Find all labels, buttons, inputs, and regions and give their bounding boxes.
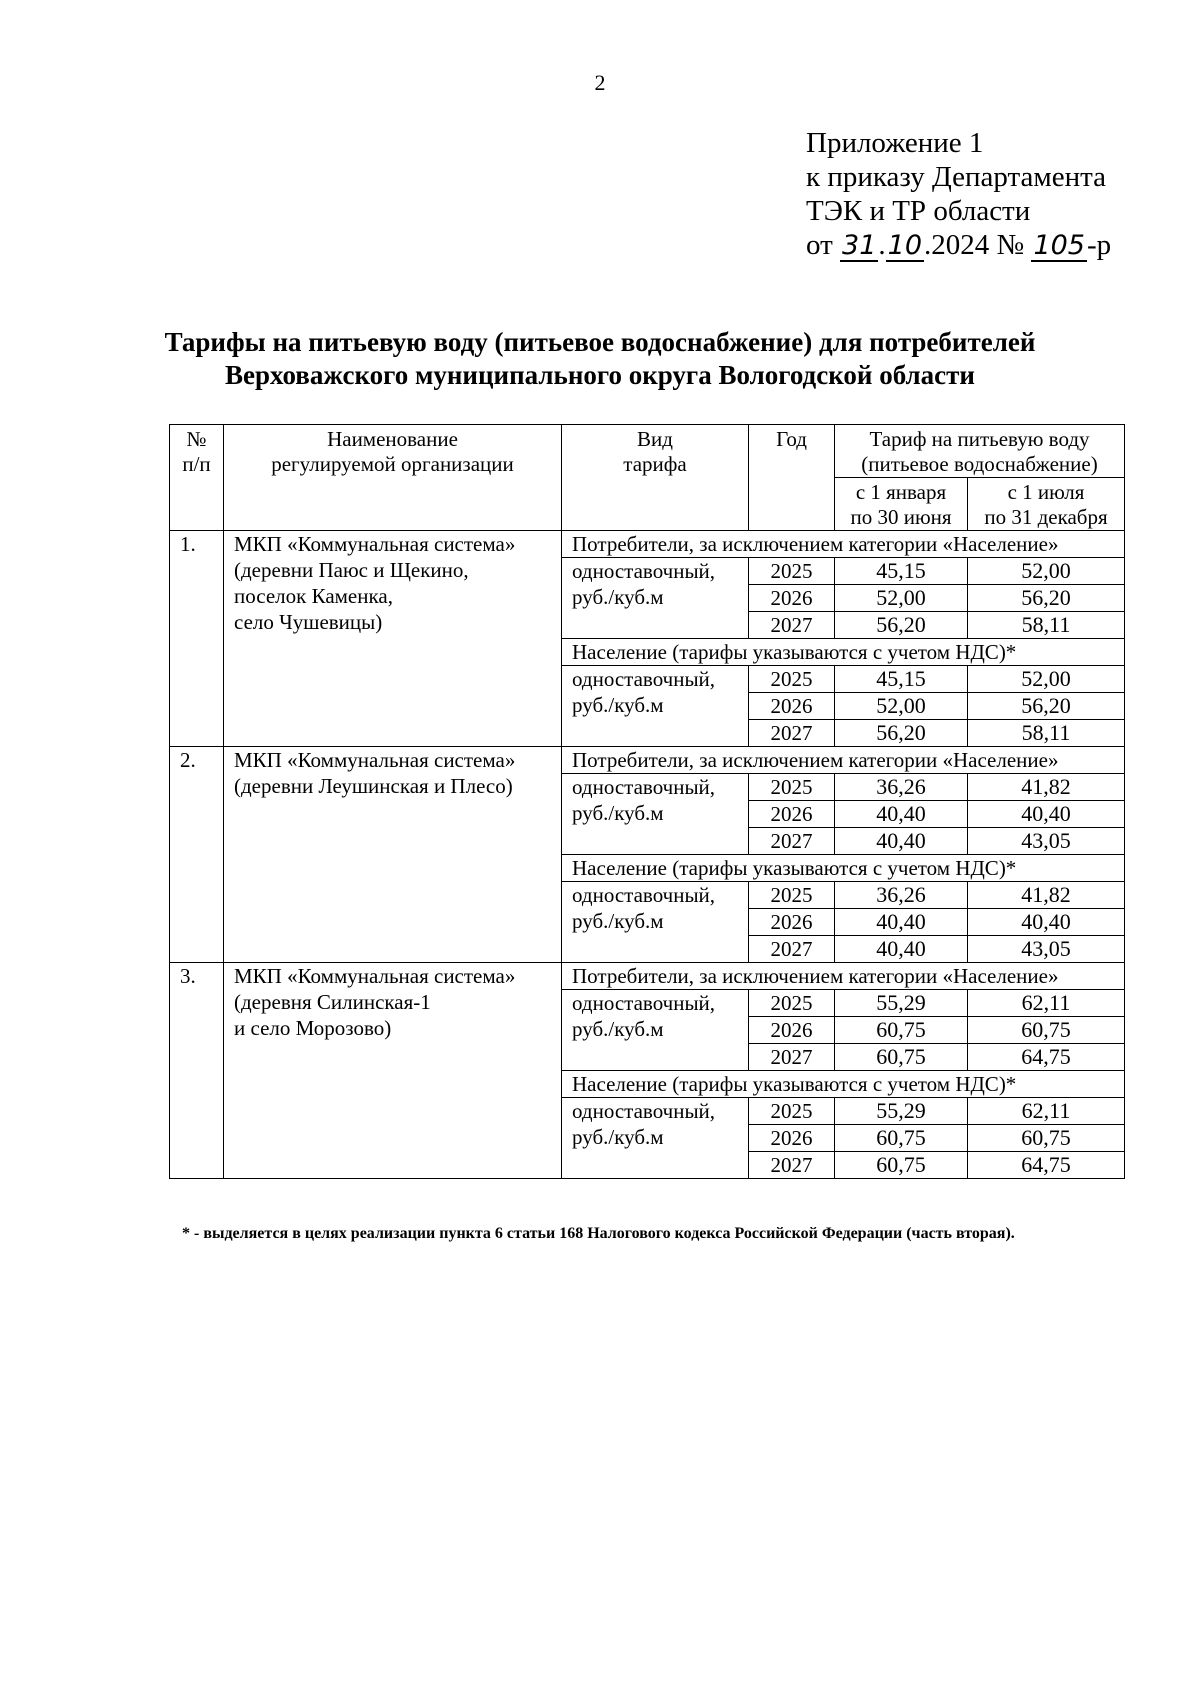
document-title	[0, 326, 1200, 392]
organization-name-line: и село Морозово)	[234, 1016, 392, 1040]
category-population: Население (тарифы указываются с учетом НДС)*	[562, 1071, 1125, 1098]
organization-name-line: (деревни Паюс и Щекино,	[234, 558, 469, 582]
tariff-first-half: 45,15	[835, 558, 968, 585]
category-population: Население (тарифы указываются с учетом НДС)*	[562, 639, 1125, 666]
appendix-line-3: ТЭК и ТР области	[806, 195, 1031, 227]
tariff-second-half: 60,75	[968, 1125, 1125, 1152]
organization-name	[224, 531, 562, 747]
year-cell: 2026	[749, 1017, 835, 1044]
header-organization: Наименование регулируемой организации	[224, 425, 562, 531]
tariff-second-half: 43,05	[968, 828, 1125, 855]
year-cell: 2025	[749, 774, 835, 801]
year-cell: 2026	[749, 801, 835, 828]
category-consumers: Потребители, за исключением категории «Население»	[562, 531, 1125, 558]
tariffs-table	[169, 424, 1125, 1179]
footnote: * - выделяется в целях реализации пункта 6 статьи 168 Налогового кодекса Российской Федерации (часть вторая).	[182, 1225, 1015, 1242]
tariff-kind-line: одноставочный,	[572, 559, 716, 583]
tariff-first-half: 60,75	[835, 1044, 968, 1071]
tariff-second-half: 64,75	[968, 1044, 1125, 1071]
tariff-first-half: 36,26	[835, 774, 968, 801]
year-cell: 2025	[749, 1098, 835, 1125]
tariff-second-half: 41,82	[968, 882, 1125, 909]
organization-name	[224, 963, 562, 1179]
date-prefix: от	[806, 229, 833, 261]
header-tariff: Тариф на питьевую воду (питьевое водоснабжение)	[835, 425, 1125, 478]
tariff-second-half: 52,00	[968, 666, 1125, 693]
appendix-date-line: от 31.10.2024 № 105-р	[806, 229, 1112, 261]
year-cell: 2027	[749, 828, 835, 855]
appendix-block	[806, 126, 1111, 262]
year-cell: 2025	[749, 882, 835, 909]
year-cell: 2027	[749, 1044, 835, 1071]
year-cell: 2025	[749, 666, 835, 693]
year-cell: 2027	[749, 936, 835, 963]
category-consumers: Потребители, за исключением категории «Население»	[562, 747, 1125, 774]
handwritten-month: 10	[887, 230, 923, 261]
tariff-kind	[562, 774, 749, 855]
tariff-second-half: 60,75	[968, 1017, 1125, 1044]
category-row	[170, 531, 1125, 558]
tariff-first-half: 56,20	[835, 720, 968, 747]
tariff-kind-line: одноставочный,	[572, 1099, 716, 1123]
handwritten-order-number: 105	[1033, 230, 1085, 261]
tariff-second-half: 40,40	[968, 801, 1125, 828]
tariff-first-half: 40,40	[835, 801, 968, 828]
tariff-kind	[562, 666, 749, 747]
organization-name-line: МКП «Коммунальная система»	[234, 748, 516, 772]
year-cell: 2025	[749, 990, 835, 1017]
tariff-kind-line: одноставочный,	[572, 991, 716, 1015]
organization-name	[224, 747, 562, 963]
tariff-kind	[562, 1098, 749, 1179]
tariff-kind	[562, 990, 749, 1071]
row-number: 3.	[170, 963, 224, 1179]
tariff-kind-unit: руб./куб.м	[572, 585, 664, 609]
header-second-half: с 1 июля по 31 декабря	[968, 478, 1125, 531]
year-cell: 2026	[749, 909, 835, 936]
tariff-second-half: 56,20	[968, 585, 1125, 612]
category-consumers: Потребители, за исключением категории «Население»	[562, 963, 1125, 990]
organization-name-line: МКП «Коммунальная система»	[234, 532, 516, 556]
appendix-line-1: Приложение 1	[806, 127, 984, 159]
organization-name-line: поселок Каменка,	[234, 584, 393, 608]
category-row	[170, 963, 1125, 990]
header-tariff-kind: Вид тарифа	[562, 425, 749, 531]
year-cell: 2027	[749, 612, 835, 639]
organization-name-line: МКП «Коммунальная система»	[234, 964, 516, 988]
tariff-first-half: 60,75	[835, 1125, 968, 1152]
tariff-kind-unit: руб./куб.м	[572, 1017, 664, 1041]
tariff-first-half: 40,40	[835, 936, 968, 963]
tariff-kind-unit: руб./куб.м	[572, 801, 664, 825]
tariff-second-half: 64,75	[968, 1152, 1125, 1179]
category-row	[170, 747, 1125, 774]
year-cell: 2026	[749, 693, 835, 720]
header-year: Год	[749, 425, 835, 531]
header-row	[170, 425, 1125, 478]
organization-name-line: село Чушевицы)	[234, 610, 383, 634]
row-number: 2.	[170, 747, 224, 963]
tariff-second-half: 58,11	[968, 720, 1125, 747]
tariff-second-half: 62,11	[968, 1098, 1125, 1125]
tariff-kind	[562, 558, 749, 639]
tariff-first-half: 56,20	[835, 612, 968, 639]
tariff-second-half: 62,11	[968, 990, 1125, 1017]
page-number: 2	[594, 70, 606, 95]
year-cell: 2027	[749, 1152, 835, 1179]
tariff-first-half: 36,26	[835, 882, 968, 909]
tariff-second-half: 41,82	[968, 774, 1125, 801]
tariff-first-half: 55,29	[835, 990, 968, 1017]
tariff-kind-line: одноставочный,	[572, 775, 716, 799]
tariff-second-half: 56,20	[968, 693, 1125, 720]
year-cell: 2026	[749, 585, 835, 612]
organization-name-line: (деревни Леушинская и Плесо)	[234, 774, 513, 798]
tariff-first-half: 52,00	[835, 693, 968, 720]
tariff-first-half: 40,40	[835, 828, 968, 855]
order-suffix: -р	[1086, 229, 1112, 261]
tariff-kind-line: одноставочный,	[572, 667, 716, 691]
handwritten-day: 31	[842, 230, 877, 261]
appendix-line-2: к приказу Департамента	[806, 161, 1107, 193]
tariff-kind-line: одноставочный,	[572, 883, 716, 907]
title-line-2: Верховажского муниципального округа Вологодской области	[224, 360, 975, 390]
year-cell: 2026	[749, 1125, 835, 1152]
year-cell: 2025	[749, 558, 835, 585]
header-first-half: с 1 января по 30 июня	[835, 478, 968, 531]
tariff-kind	[562, 882, 749, 963]
header-no: № п/п	[170, 425, 224, 531]
tariff-second-half: 52,00	[968, 558, 1125, 585]
tariff-first-half: 55,29	[835, 1098, 968, 1125]
tariff-second-half: 43,05	[968, 936, 1125, 963]
tariff-first-half: 40,40	[835, 909, 968, 936]
tariff-second-half: 58,11	[968, 612, 1125, 639]
tariff-kind-unit: руб./куб.м	[572, 1125, 664, 1149]
title-line-1: Тарифы на питьевую воду (питьевое водоснабжение) для потребителей	[164, 327, 1036, 357]
tariff-kind-unit: руб./куб.м	[572, 693, 664, 717]
tariff-first-half: 52,00	[835, 585, 968, 612]
date-year: .2024 №	[924, 229, 1025, 261]
year-cell: 2027	[749, 720, 835, 747]
tariff-first-half: 60,75	[835, 1152, 968, 1179]
tariff-second-half: 40,40	[968, 909, 1125, 936]
tariff-first-half: 45,15	[835, 666, 968, 693]
tariff-kind-unit: руб./куб.м	[572, 909, 664, 933]
organization-name-line: (деревня Силинская-1	[234, 990, 431, 1014]
tariff-first-half: 60,75	[835, 1017, 968, 1044]
category-population: Население (тарифы указываются с учетом НДС)*	[562, 855, 1125, 882]
row-number: 1.	[170, 531, 224, 747]
